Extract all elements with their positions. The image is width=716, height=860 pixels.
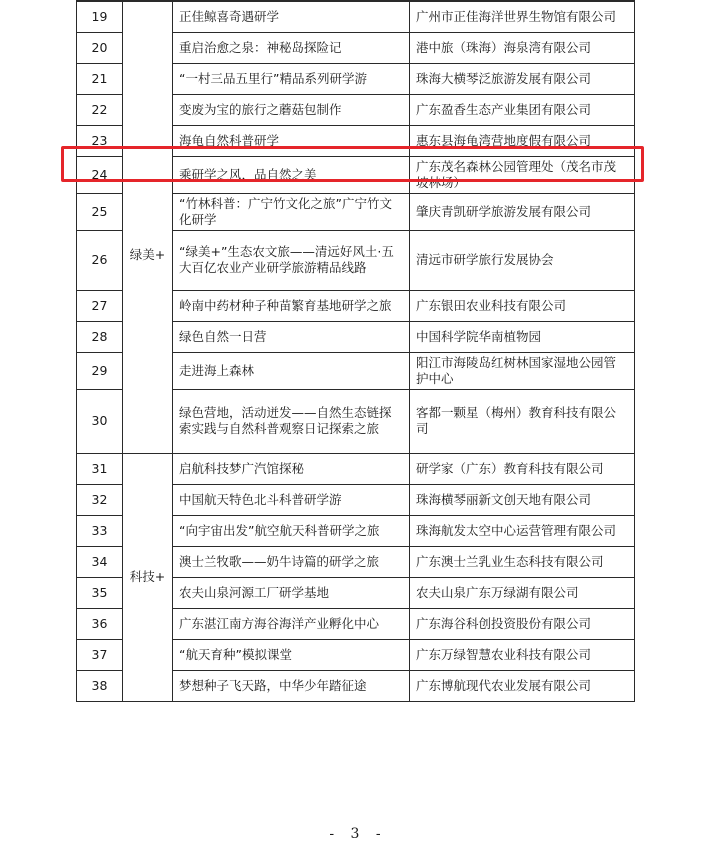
- row-number: 19: [77, 1, 123, 32]
- row-number: 20: [77, 32, 123, 63]
- organization-name: 港中旅（珠海）海泉湾有限公司: [410, 32, 635, 63]
- row-number: 37: [77, 639, 123, 670]
- organization-name: 惠东县海龟湾营地度假有限公司: [410, 125, 635, 156]
- organization-name: 清远市研学旅行发展协会: [410, 230, 635, 290]
- organization-name: 广东海谷科创投资股份有限公司: [410, 608, 635, 639]
- organization-name: 珠海航发太空中心运营管理有限公司: [410, 515, 635, 546]
- project-name: 广东湛江南方海谷海洋产业孵化中心: [173, 608, 410, 639]
- row-number: 27: [77, 290, 123, 321]
- row-number: 32: [77, 484, 123, 515]
- project-name: “绿美+”生态农文旅——清远好风土·五大百亿农业产业研学旅游精品线路: [173, 230, 410, 290]
- project-name: 海龟自然科普研学: [173, 125, 410, 156]
- project-table: [76, 0, 635, 702]
- row-number: 35: [77, 577, 123, 608]
- organization-name: 珠海大横琴泛旅游发展有限公司: [410, 63, 635, 94]
- row-number: 24: [77, 156, 123, 193]
- project-name: 岭南中药材种子种苗繁育基地研学之旅: [173, 290, 410, 321]
- organization-name: 肇庆青凯研学旅游发展有限公司: [410, 193, 635, 230]
- organization-name: 广州市正佳海洋世界生物馆有限公司: [410, 1, 635, 32]
- table-row: [77, 1, 635, 32]
- row-number: 28: [77, 321, 123, 352]
- row-number: 34: [77, 546, 123, 577]
- table-row: [77, 453, 635, 484]
- organization-name: 珠海横琴丽新文创天地有限公司: [410, 484, 635, 515]
- organization-name: 广东万绿智慧农业科技有限公司: [410, 639, 635, 670]
- row-number: 31: [77, 453, 123, 484]
- organization-name: 研学家（广东）教育科技有限公司: [410, 453, 635, 484]
- project-name: 梦想种子飞天路，中华少年踏征途: [173, 670, 410, 701]
- category-cell: [123, 453, 173, 701]
- row-number: 25: [77, 193, 123, 230]
- project-name: 农夫山泉河源工厂研学基地: [173, 577, 410, 608]
- organization-name: 广东博航现代农业发展有限公司: [410, 670, 635, 701]
- row-number: 29: [77, 352, 123, 389]
- row-number: 38: [77, 670, 123, 701]
- page-number: - 3 -: [329, 826, 387, 842]
- organization-name: 广东盈香生态产业集团有限公司: [410, 94, 635, 125]
- row-number: 23: [77, 125, 123, 156]
- row-number: 33: [77, 515, 123, 546]
- row-number: 26: [77, 230, 123, 290]
- row-number: 30: [77, 389, 123, 453]
- row-number: 21: [77, 63, 123, 94]
- organization-name: 客都一颗星（梅州）教育科技有限公司: [410, 389, 635, 453]
- project-name: 绿色自然一日营: [173, 321, 410, 352]
- project-name: “向宇宙出发”航空航天科普研学之旅: [173, 515, 410, 546]
- organization-name: 阳江市海陵岛红树林国家湿地公园管护中心: [410, 352, 635, 389]
- project-name: 走进海上森林: [173, 352, 410, 389]
- organization-name: 农夫山泉广东万绿湖有限公司: [410, 577, 635, 608]
- project-name: 乘研学之风，品自然之美: [173, 156, 410, 193]
- organization-name: 广东茂名森林公园管理处（茂名市茂坡林场）: [410, 156, 635, 193]
- project-name: 启航科技梦广汽馆探秘: [173, 453, 410, 484]
- project-name: “竹林科普：广宁竹文化之旅”广宁竹文化研学: [173, 193, 410, 230]
- organization-name: 广东银田农业科技有限公司: [410, 290, 635, 321]
- row-number: 36: [77, 608, 123, 639]
- project-name: “航天育种”模拟课堂: [173, 639, 410, 670]
- organization-name: 广东澳士兰乳业生态科技有限公司: [410, 546, 635, 577]
- project-name: 重启治愈之泉：神秘岛探险记: [173, 32, 410, 63]
- project-name: 正佳鲸喜奇遇研学: [173, 1, 410, 32]
- project-name: 澳士兰牧歌——奶牛诗篇的研学之旅: [173, 546, 410, 577]
- project-name: 绿色营地，活动迸发——自然生态链探索实践与自然科普观察日记探索之旅: [173, 389, 410, 453]
- category-cell: [123, 1, 173, 453]
- project-name: “一村三品五里行”精品系列研学游: [173, 63, 410, 94]
- category-label: 绿美+: [129, 247, 166, 263]
- row-number: 22: [77, 94, 123, 125]
- organization-name: 中国科学院华南植物园: [410, 321, 635, 352]
- project-name: 中国航天特色北斗科普研学游: [173, 484, 410, 515]
- project-name: 变废为宝的旅行之蘑菇包制作: [173, 94, 410, 125]
- category-label: 科技+: [129, 569, 166, 584]
